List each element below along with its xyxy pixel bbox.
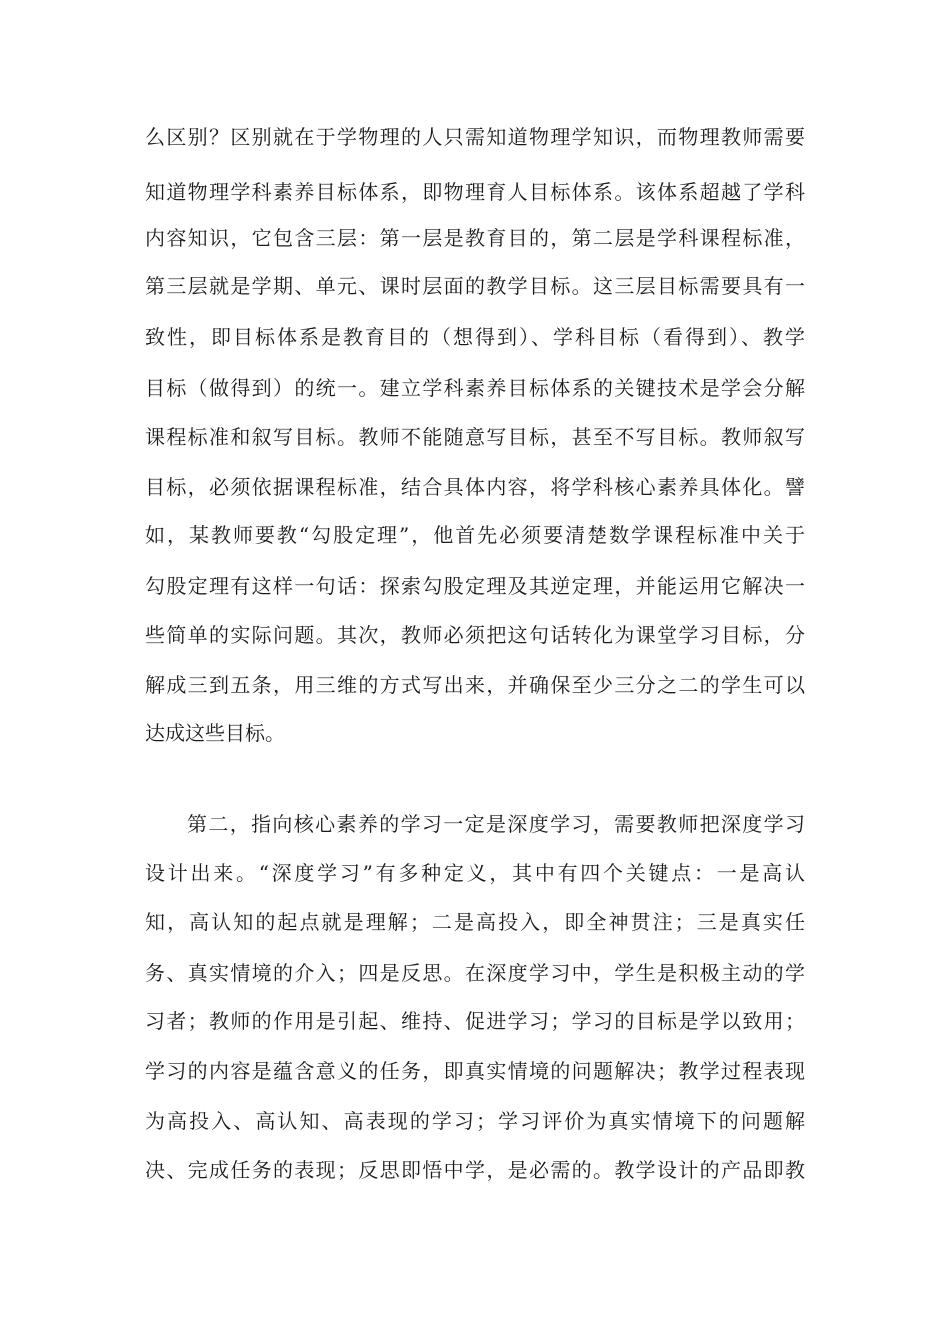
text-line: 为高投入、高认知、高表现的学习；学习评价为真实情境下的问题解 xyxy=(145,1109,805,1133)
text-line: 设计出来。“深度学习”有多种定义，其中有四个关键点：一是高认 xyxy=(145,861,805,885)
text-line: 目标（做得到）的统一。建立学科素养目标体系的关键技术是学会分解 xyxy=(145,376,805,400)
text-line: 第三层就是学期、单元、课时层面的教学目标。这三层目标需要具有一 xyxy=(145,274,805,298)
text-line: 解成三到五条，用三维的方式写出来，并确保至少三分之二的学生可以 xyxy=(145,673,805,697)
text-line: 知道物理学科素养目标体系，即物理育人目标体系。该体系超越了学科 xyxy=(145,180,805,204)
text-line: 致性，即目标体系是教育目的（想得到）、学科目标（看得到）、教学 xyxy=(145,325,805,349)
text-line: 务、真实情境的介入；四是反思。在深度学习中，学生是积极主动的学 xyxy=(145,961,805,985)
text-line: 勾股定理有这样一句话：探索勾股定理及其逆定理，并能运用它解决一 xyxy=(145,574,805,598)
text-line: 些简单的实际问题。其次，教师必须把这句话转化为课堂学习目标，分 xyxy=(145,623,805,647)
text-line: 如，某教师要教“勾股定理”，他首先必须要清楚数学课程标准中关于 xyxy=(145,523,805,547)
text-line: 目标，必须依据课程标准，结合具体内容，将学科核心素养具体化。譬 xyxy=(145,475,805,499)
text-line: 习者；教师的作用是引起、维持、促进学习；学习的目标是学以致用； xyxy=(145,1009,805,1033)
text-line: 么区别？区别就在于学物理的人只需知道物理学知识，而物理教师需要 xyxy=(145,125,805,149)
text-line: 决、完成任务的表现；反思即悟中学，是必需的。教学设计的产品即教 xyxy=(145,1158,805,1182)
text-line: 知，高认知的起点就是理解；二是高投入，即全神贯注；三是真实任 xyxy=(145,910,805,934)
text-line: 达成这些目标。 xyxy=(145,721,285,745)
text-line: 学习的内容是蕴含意义的任务，即真实情境的问题解决；教学过程表现 xyxy=(145,1059,805,1083)
text-line: 第二，指向核心素养的学习一定是深度学习，需要教师把深度学习 xyxy=(187,812,805,836)
text-line: 内容知识，它包含三层：第一层是教育目的，第二层是学科课程标准， xyxy=(145,226,805,250)
text-line: 课程标准和叙写目标。教师不能随意写目标，甚至不写目标。教师叙写 xyxy=(145,425,805,449)
